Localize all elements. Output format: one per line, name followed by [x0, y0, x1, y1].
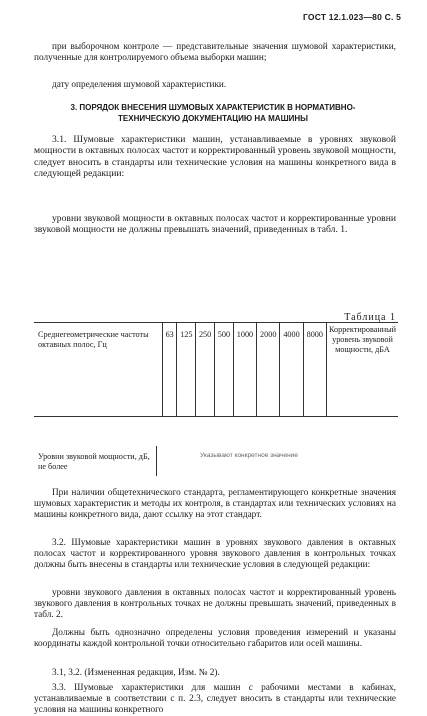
band-125: 125 [177, 323, 196, 417]
clause-3-2-paragraph: 3.2. Шумовые характеристики машин в уровнях звукового давления в октавных полосах частот и корректированного уровня звукового давления в контрольных точках должны быть внесены в стандарты или технические условия в следующей редакции: [34, 538, 396, 571]
table-caption: Таблица 1 [344, 312, 396, 323]
page-header: ГОСТ 12.1.023—80 С. 5 [303, 12, 401, 22]
intro-paragraph-2: дату определения шумовой характеристики. [52, 80, 227, 90]
table-1 [34, 322, 398, 417]
section-title: 3. ПОРЯДОК ВНЕСЕНИЯ ШУМОВЫХ ХАРАКТЕРИСТИК В НОРМАТИВНО-ТЕХНИЧЕСКУЮ ДОКУМЕНТАЦИЮ НА МАШИНЫ [70, 103, 356, 123]
after-paragraph-1: При наличии общетехнического стандарта, регламентирующего конкретные значения шумовых характеристик и методы их контроля, в стандартах или технических условиях на машины конкретного вида, дают ссылку на этот стандарт. [34, 488, 396, 521]
band-63: 63 [163, 323, 177, 417]
band-2000: 2000 [257, 323, 280, 417]
table-row-label-levels: Уровни звуковой мощности, дБ, не более [38, 452, 150, 471]
table-row-divider [156, 446, 157, 476]
band-250: 250 [196, 323, 215, 417]
corrected-level-column: Корректированный уровень звуковой мощности, дБА [326, 323, 398, 417]
clause-3-3-paragraph: 3.3. Шумовые характеристики для машин с рабочими местами в кабинах, устанавливаемые в соответствии с п. 2.3, следует вносить в стандарты или технические условия на машины конкретного [34, 683, 396, 716]
clause-3-1-paragraph: 3.1. Шумовые характеристики машин, устанавливаемые в уровнях звуковой мощности в октавных полосах частот и корректированный уровень звуковой мощности, следует вносить в стандарты или технические условия на машины конкретного вида в следующей редакции: [34, 134, 396, 180]
clause-3-2-requirement: уровни звукового давления в октавных полосах частот и корректированный уровень звукового давления в контрольных точках не должны превышать значений, приведенных в табл. 2. [34, 588, 396, 621]
table-row-value-note: Указывают конкретное значение [200, 452, 298, 459]
band-8000: 8000 [303, 323, 326, 417]
clause-3-1-requirement: уровни звуковой мощности в октавных полосах частот и корректированные уровни звуковой мощности не должны превышать значений, приведенных в табл. 1. [34, 213, 396, 236]
table-header-row [34, 323, 398, 417]
band-1000: 1000 [233, 323, 256, 417]
table-row-label-frequencies: Среднегеометрические частоты октавных полос, Гц [34, 323, 163, 417]
amendment-note: 3.1, 3.2. (Измененная редакция, Изм. № 2). [52, 668, 220, 678]
band-4000: 4000 [280, 323, 303, 417]
clause-3-2-conditions-text: Должны быть однозначно определены условия проведения измерений и указаны координаты каждой контрольной точки относительно габаритов или осей машины. [34, 628, 396, 650]
intro-paragraph-1: при выборочном контроле — представительные значения шумовой характеристики, полученные для контролируемого объема выборки машин; [34, 42, 396, 63]
band-500: 500 [214, 323, 233, 417]
